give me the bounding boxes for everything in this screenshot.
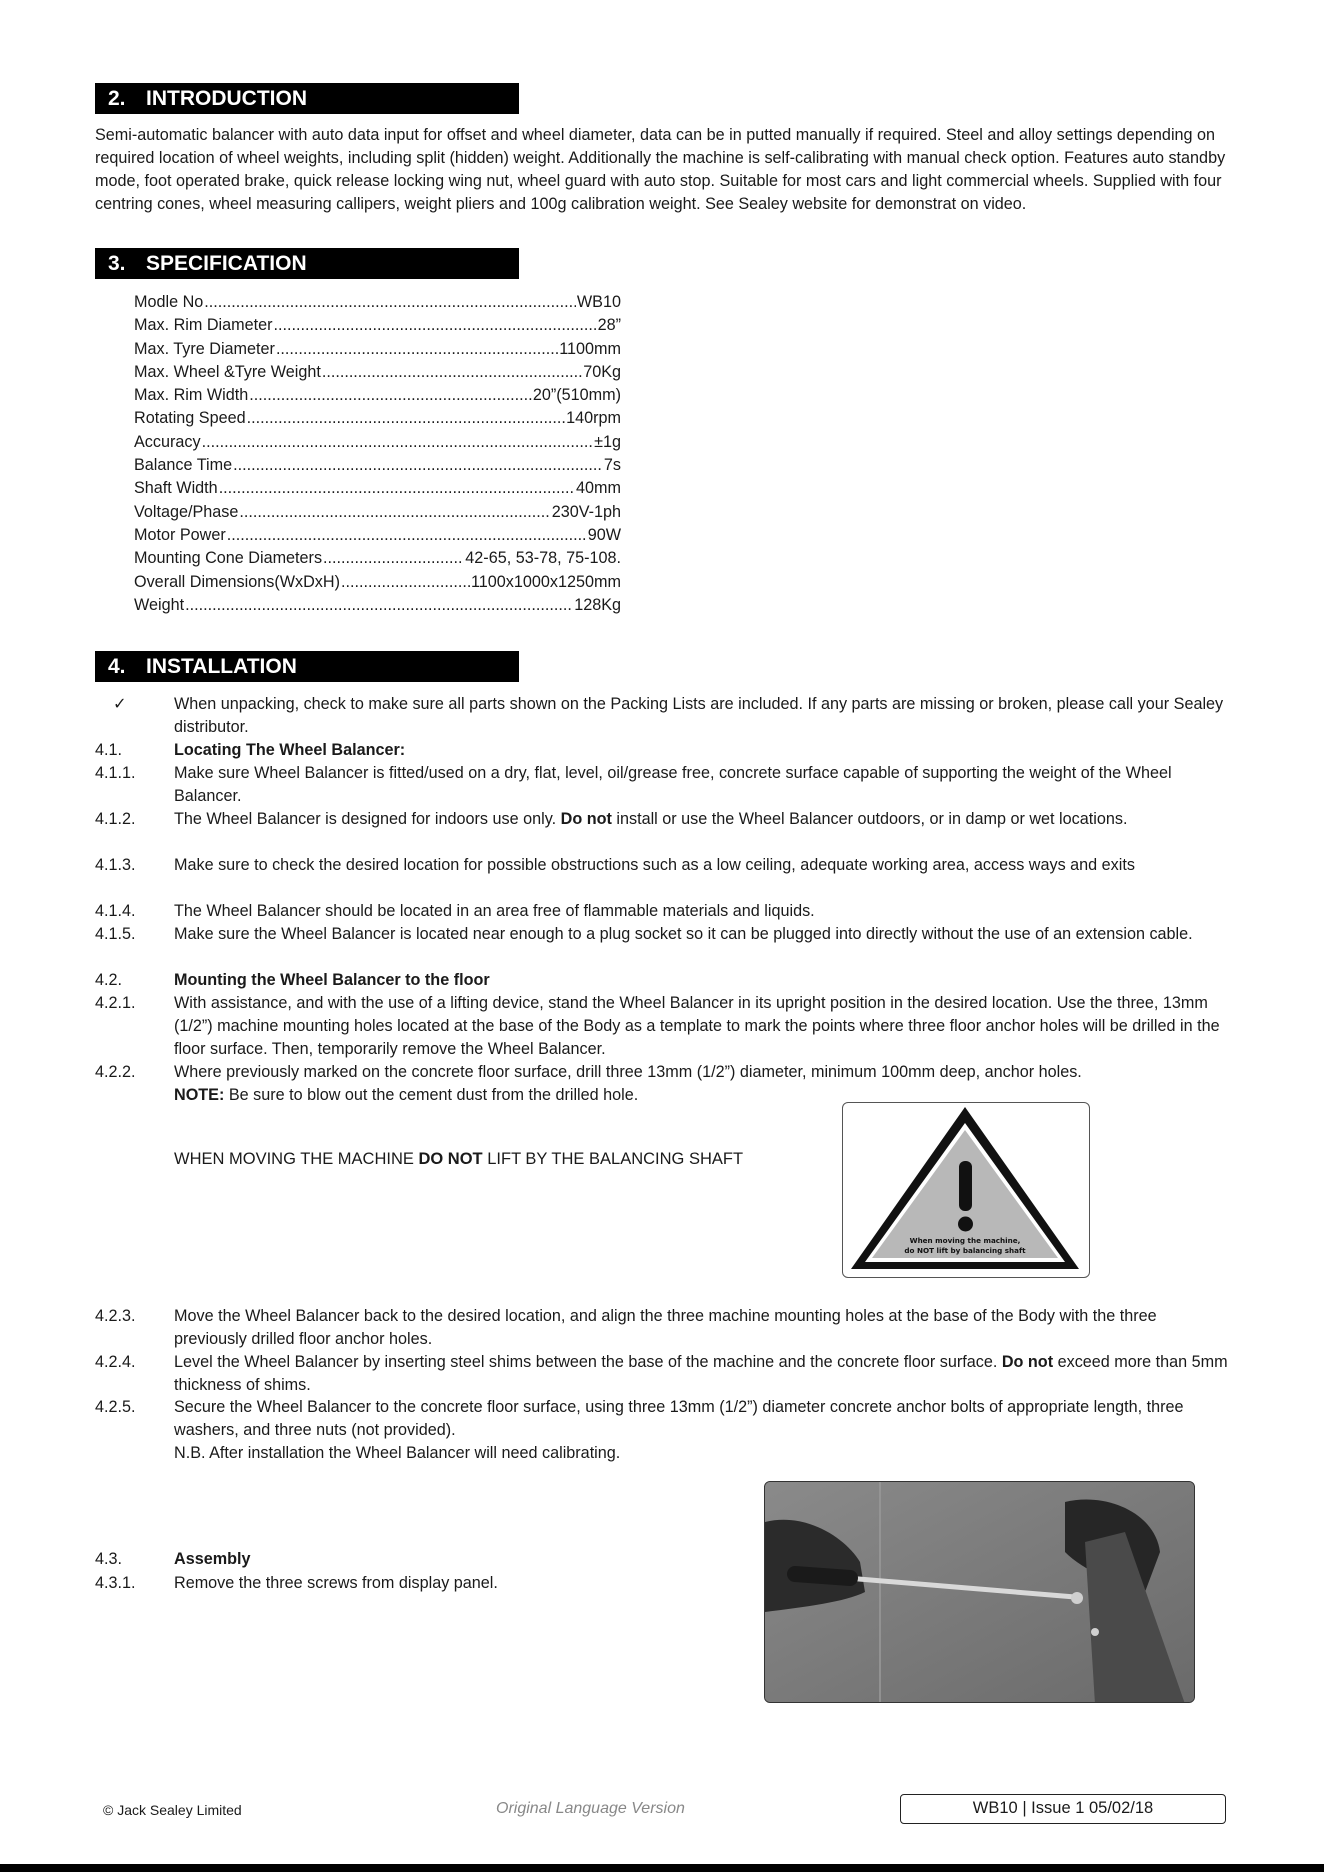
text-part: install or use the Wheel Balancer outdoors, or in damp or wet locations. — [611, 810, 1128, 828]
spec-leader-dots — [227, 524, 587, 547]
spec-label: Overall Dimensions(WxDxH) — [134, 572, 340, 591]
install-item-4-2-2 — [95, 1061, 1230, 1107]
spec-value: 128Kg — [574, 595, 621, 614]
nb-note: N.B. After installation the Wheel Balancer will need calibrating. — [174, 1444, 621, 1462]
spec-leader-dots — [323, 547, 464, 570]
emphasis-text: DO NOT — [418, 1150, 483, 1168]
section-title: SPECIFICATION — [146, 252, 307, 275]
spec-leader-dots — [239, 501, 550, 524]
item-number: 4.3. — [95, 1550, 123, 1568]
text-part: The Wheel Balancer is designed for indoors use only. — [174, 810, 561, 828]
spec-leader-dots — [202, 431, 594, 454]
spec-value: 20”(510mm) — [532, 386, 621, 405]
spec-row — [134, 291, 621, 314]
spec-label: Max. Tyre Diameter — [134, 339, 275, 358]
install-item-4-3-1 — [95, 1572, 1230, 1595]
section-title: INTRODUCTION — [146, 87, 307, 110]
warning-sign-image — [842, 1102, 1090, 1278]
install-item-4-1-1 — [95, 762, 1230, 808]
text-part: Level the Wheel Balancer by inserting steel shims between the base of the machine and the concrete floor surface. — [174, 1353, 1002, 1371]
item-text: Make sure Wheel Balancer is fitted/used on a dry, flat, level, oil/grease free, concrete surface capable of supporting the weight of the Wheel Balancer. — [174, 764, 1172, 805]
spec-row — [134, 384, 621, 407]
install-item-4-3 — [95, 1548, 1230, 1571]
text-part: Where previously marked on the concrete floor surface, drill three 13mm (1/2”) diameter, minimum 100mm deep, anchor holes. — [174, 1063, 1082, 1081]
item-text: With assistance, and with the use of a lifting device, stand the Wheel Balancer in its upright position in the desired location. Use the three, 13mm (1/2”) machine mounting holes located at the base of the Body as a template to mark the points where three floor anchor holes will be drilled in the floor surface. Then, temporarily remove the Wheel Balancer. — [174, 994, 1220, 1058]
page-bottom-rule — [0, 1864, 1324, 1872]
section-header-installation — [95, 651, 519, 682]
specification-list — [134, 291, 621, 617]
spec-row — [134, 407, 621, 430]
spec-leader-dots — [204, 291, 576, 314]
section-title: INSTALLATION — [146, 655, 297, 678]
spec-label: Max. Wheel &Tyre Weight — [134, 362, 321, 381]
install-item-4-2-5 — [95, 1396, 1230, 1465]
spec-label: Modle No — [134, 293, 204, 311]
spec-value: 40mm — [576, 479, 621, 498]
footer-copyright: © Jack Sealey Limited — [103, 1802, 242, 1818]
spec-row — [134, 314, 621, 337]
item-number: 4.2.4. — [95, 1353, 136, 1371]
spec-row — [134, 361, 621, 384]
install-item-4-1-4 — [95, 900, 1230, 923]
item-text: Make sure the Wheel Balancer is located near enough to a plug socket so it can be plugged into directly without the use of an extension cable. — [174, 925, 1193, 943]
spec-row — [134, 571, 621, 594]
install-item-4-1-2 — [95, 808, 1230, 831]
item-number: 4.1.4. — [95, 902, 136, 920]
spec-value: WB10 — [576, 293, 621, 311]
text-part: Be sure to blow out the cement dust from the drilled hole. — [224, 1086, 639, 1104]
item-number: 4.2.5. — [95, 1398, 136, 1416]
spec-label: Max. Rim Diameter — [134, 316, 273, 335]
spec-label: Accuracy — [134, 432, 201, 451]
spec-leader-dots — [274, 314, 597, 337]
spec-value: 90W — [587, 525, 621, 544]
item-text: Make sure to check the desired location for possible obstructions such as a low ceiling, adequate working area, access ways and exits — [174, 856, 1135, 874]
spec-row — [134, 524, 621, 547]
spec-label: Weight — [134, 595, 185, 614]
item-number: 4.1.2. — [95, 810, 136, 828]
footer-language: Original Language Version — [496, 1800, 685, 1817]
spec-leader-dots — [233, 454, 603, 477]
spec-label: Mounting Cone Diameters — [134, 549, 323, 568]
item-text: Remove the three screws from display panel. — [174, 1574, 498, 1592]
item-number: 4.2.2. — [95, 1063, 136, 1081]
text-part: Secure the Wheel Balancer to the concrete floor surface, using three 13mm (1/2”) diameter concrete anchor bolts of appropriate length, three washers, and three nuts (not provided). — [174, 1398, 1184, 1439]
spec-label: Max. Rim Width — [134, 386, 249, 405]
text-part: exceed more than 5mm thickness of shims. — [174, 1353, 1228, 1394]
item-number: 4.1.3. — [95, 856, 136, 874]
install-item-4-1-3 — [95, 854, 1230, 877]
item-heading: Assembly — [174, 1550, 251, 1568]
item-number: 4.2.3. — [95, 1307, 136, 1325]
spec-value: 70Kg — [583, 362, 621, 381]
spec-leader-dots — [247, 407, 566, 430]
install-item-4-2-1 — [95, 992, 1230, 1061]
install-item-4-1-5 — [95, 923, 1230, 946]
item-number: 4.1. — [95, 741, 123, 759]
spec-value: 1100mm — [559, 339, 621, 358]
item-heading: Locating The Wheel Balancer: — [174, 741, 406, 759]
item-text: The Wheel Balancer should be located in an area free of flammable materials and liquids. — [174, 902, 815, 920]
item-heading: Mounting the Wheel Balancer to the floor — [174, 971, 490, 989]
spec-leader-dots — [249, 384, 532, 407]
footer-issue-box: WB10 | Issue 1 05/02/18 — [900, 1794, 1226, 1824]
item-text — [174, 1351, 1230, 1397]
install-item-4-2 — [95, 969, 1230, 992]
item-number: 4.1.1. — [95, 764, 136, 782]
emphasis-text: Do not — [1001, 1353, 1054, 1371]
spec-row — [134, 547, 621, 570]
spec-value: ±1g — [594, 432, 621, 451]
spec-leader-dots — [341, 571, 470, 594]
spec-label: Motor Power — [134, 525, 226, 544]
install-check-item — [95, 693, 1230, 739]
spec-row — [134, 454, 621, 477]
item-text — [174, 1396, 1230, 1465]
item-number: 4.2.1. — [95, 994, 136, 1012]
item-number: 4.2. — [95, 971, 123, 989]
install-item-4-1 — [95, 739, 1230, 762]
spec-leader-dots — [219, 477, 575, 500]
spec-value: 140rpm — [566, 409, 621, 428]
spec-leader-dots — [185, 594, 573, 617]
item-number: 4.3.1. — [95, 1574, 136, 1592]
lifting-warning-text — [174, 1148, 743, 1171]
spec-row — [134, 501, 621, 524]
sign-text-line-1: When moving the machine, — [909, 1236, 1021, 1245]
section-header-introduction — [95, 83, 519, 114]
spec-label: Rotating Speed — [134, 409, 246, 428]
spec-leader-dots — [276, 338, 558, 361]
spec-row — [134, 477, 621, 500]
text-part: LIFT BY THE BALANCING SHAFT — [482, 1150, 744, 1168]
item-number: 4.1.5. — [95, 925, 136, 943]
spec-value: 28” — [597, 316, 621, 335]
section-number: 3. — [108, 252, 126, 275]
text-part: WHEN MOVING THE MACHINE — [174, 1150, 419, 1168]
spec-row — [134, 594, 621, 617]
install-item-4-2-4 — [95, 1351, 1230, 1397]
item-text — [174, 808, 1230, 831]
spec-value: 1100x1000x1250mm — [471, 572, 621, 591]
emphasis-text: Do not — [560, 810, 612, 828]
spec-label: Voltage/Phase — [134, 502, 239, 521]
spec-row — [134, 431, 621, 454]
item-text: Move the Wheel Balancer back to the desired location, and align the three machine mounting holes at the base of the Body with the three previously drilled floor anchor holes. — [174, 1307, 1157, 1348]
introduction-text: Semi-automatic balancer with auto data input for offset and wheel diameter, data can be in putted manually if required. Steel and alloy settings depending on required location of wheel weights, including split (hidden) weight. Additionally the machine is self-calibrating with manual check option. Features auto standby mode, foot operated brake, quick release locking wing nut, wheel guard with auto stop. Suitable for most cars and light commercial wheels. Supplied with four centring cones, wheel measuring callipers, weight pliers and 100g calibration weight. See Sealey website for demonstrat on video. — [95, 126, 1226, 213]
spec-label: Balance Time — [134, 456, 233, 475]
install-item-4-2-3 — [95, 1305, 1230, 1351]
section-number: 2. — [108, 87, 126, 110]
section-header-specification — [95, 248, 519, 279]
spec-value: 42-65, 53-78, 75-108. — [465, 549, 621, 568]
spec-leader-dots — [322, 361, 582, 384]
note-label: NOTE: — [174, 1086, 225, 1104]
warning-triangle-icon — [843, 1103, 1088, 1276]
spec-value: 230V-1ph — [551, 502, 621, 521]
sign-text-line-2: do NOT lift by balancing shaft — [904, 1246, 1026, 1255]
item-text: When unpacking, check to make sure all parts shown on the Packing Lists are included. If any parts are missing or broken, please call your Sealey distributor. — [174, 695, 1224, 736]
spec-value: 7s — [603, 456, 621, 475]
spec-label: Shaft Width — [134, 479, 218, 498]
item-text — [174, 1061, 1230, 1107]
section-number: 4. — [108, 655, 126, 678]
spec-row — [134, 338, 621, 361]
check-mark-icon: ✓ — [113, 695, 127, 713]
